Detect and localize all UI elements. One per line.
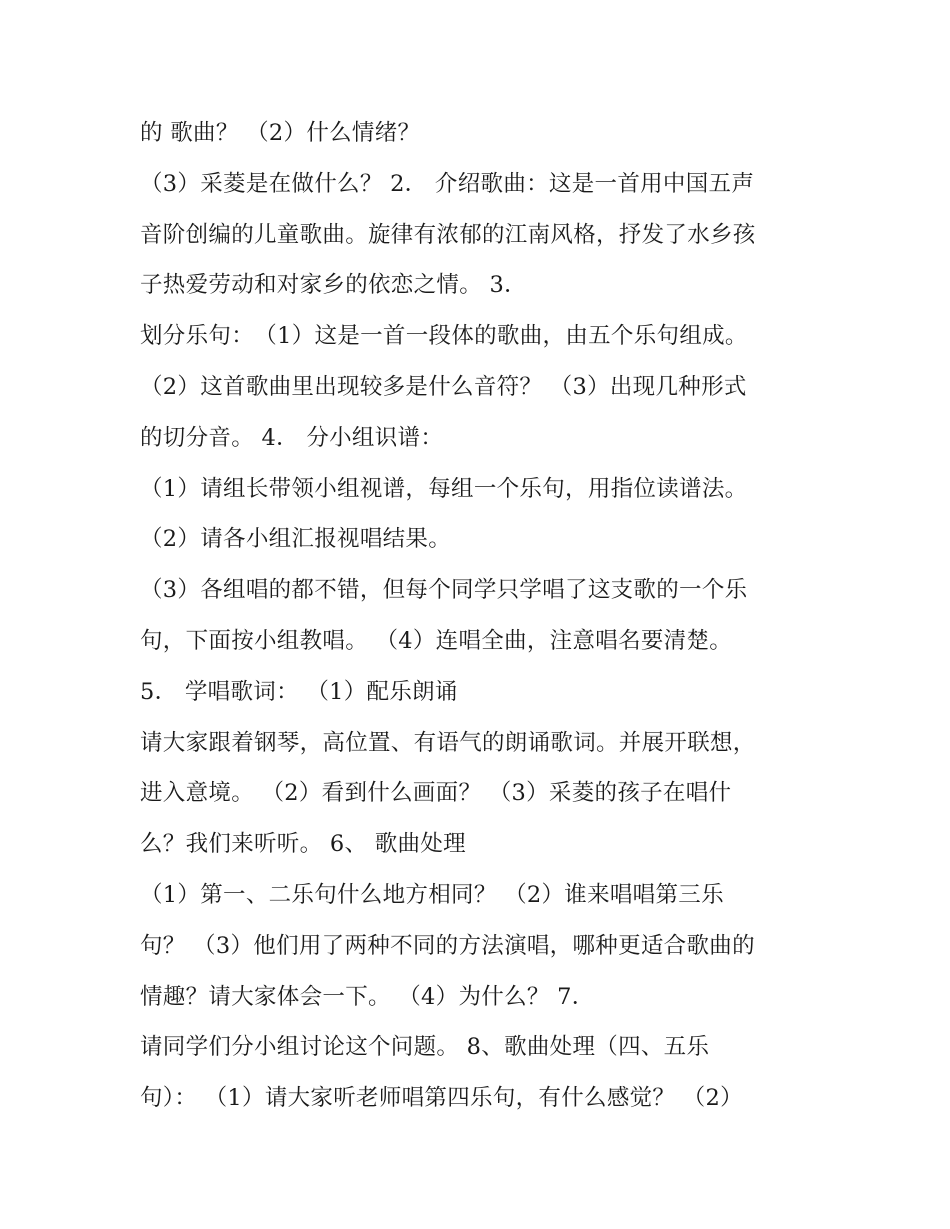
text-line: 句，下面按小组教唱。 （4）连唱全曲，注意唱名要清楚。 <box>140 627 733 654</box>
text-line: （1）请组长带领小组视谱，每组一个乐句，用指位读谱法。 <box>140 475 748 502</box>
text-line: 音阶创编的儿童歌曲。旋律有浓郁的江南风格，抒发了水乡孩 <box>140 221 756 248</box>
text-line: 子热爱劳动和对家乡的依恋之情。 3． <box>140 272 527 299</box>
text-line: （3）采菱是在做什么？ 2． 介绍歌曲：这是一首用中国五声 <box>140 170 755 197</box>
text-line: 进入意境。 （2）看到什么画面？ （3）采菱的孩子在唱什 <box>140 780 732 807</box>
text-line: 的 歌曲？ （2）什么情绪？ <box>140 120 421 146</box>
text-line: 的切分音。 4． 分小组识谱： <box>140 424 444 451</box>
text-line: （2）请各小组汇报视唱结果。 <box>140 526 452 553</box>
text-line: 句）： （1）请大家听老师唱第四乐句，有什么感觉？ （2） <box>140 1085 743 1112</box>
text-line: （1）第一、二乐句什么地方相同？ （2）谁来唱唱第三乐 <box>140 881 724 908</box>
text-line: 请同学们分小组讨论这个问题。 8、歌曲处理（四、五乐 <box>140 1034 710 1061</box>
text-line: 请大家跟着钢琴，高位置、有语气的朗诵歌词。并展开联想， <box>140 729 756 756</box>
text-line: （2）这首歌曲里出现较多是什么音符？ （3）出现几种形式 <box>140 373 747 400</box>
text-line: 划分乐句： （1）这是一首一段体的歌曲，由五个乐句组成。 <box>140 323 748 350</box>
text-line: 情趣？请大家体会一下。 （4）为什么？ 7． <box>140 983 595 1010</box>
text-line: 句？ （3）他们用了两种不同的方法演唱，哪种更适合歌曲的 <box>140 932 755 959</box>
text-line: 5． 学唱歌词： （1）配乐朗诵 <box>140 678 458 705</box>
text-line: 么？我们来听听。 6、 歌曲处理 <box>140 831 466 858</box>
body-text <box>140 108 840 1124</box>
text-line: （3）各组唱的都不错，但每个同学只学唱了这支歌的一个乐 <box>140 577 748 604</box>
